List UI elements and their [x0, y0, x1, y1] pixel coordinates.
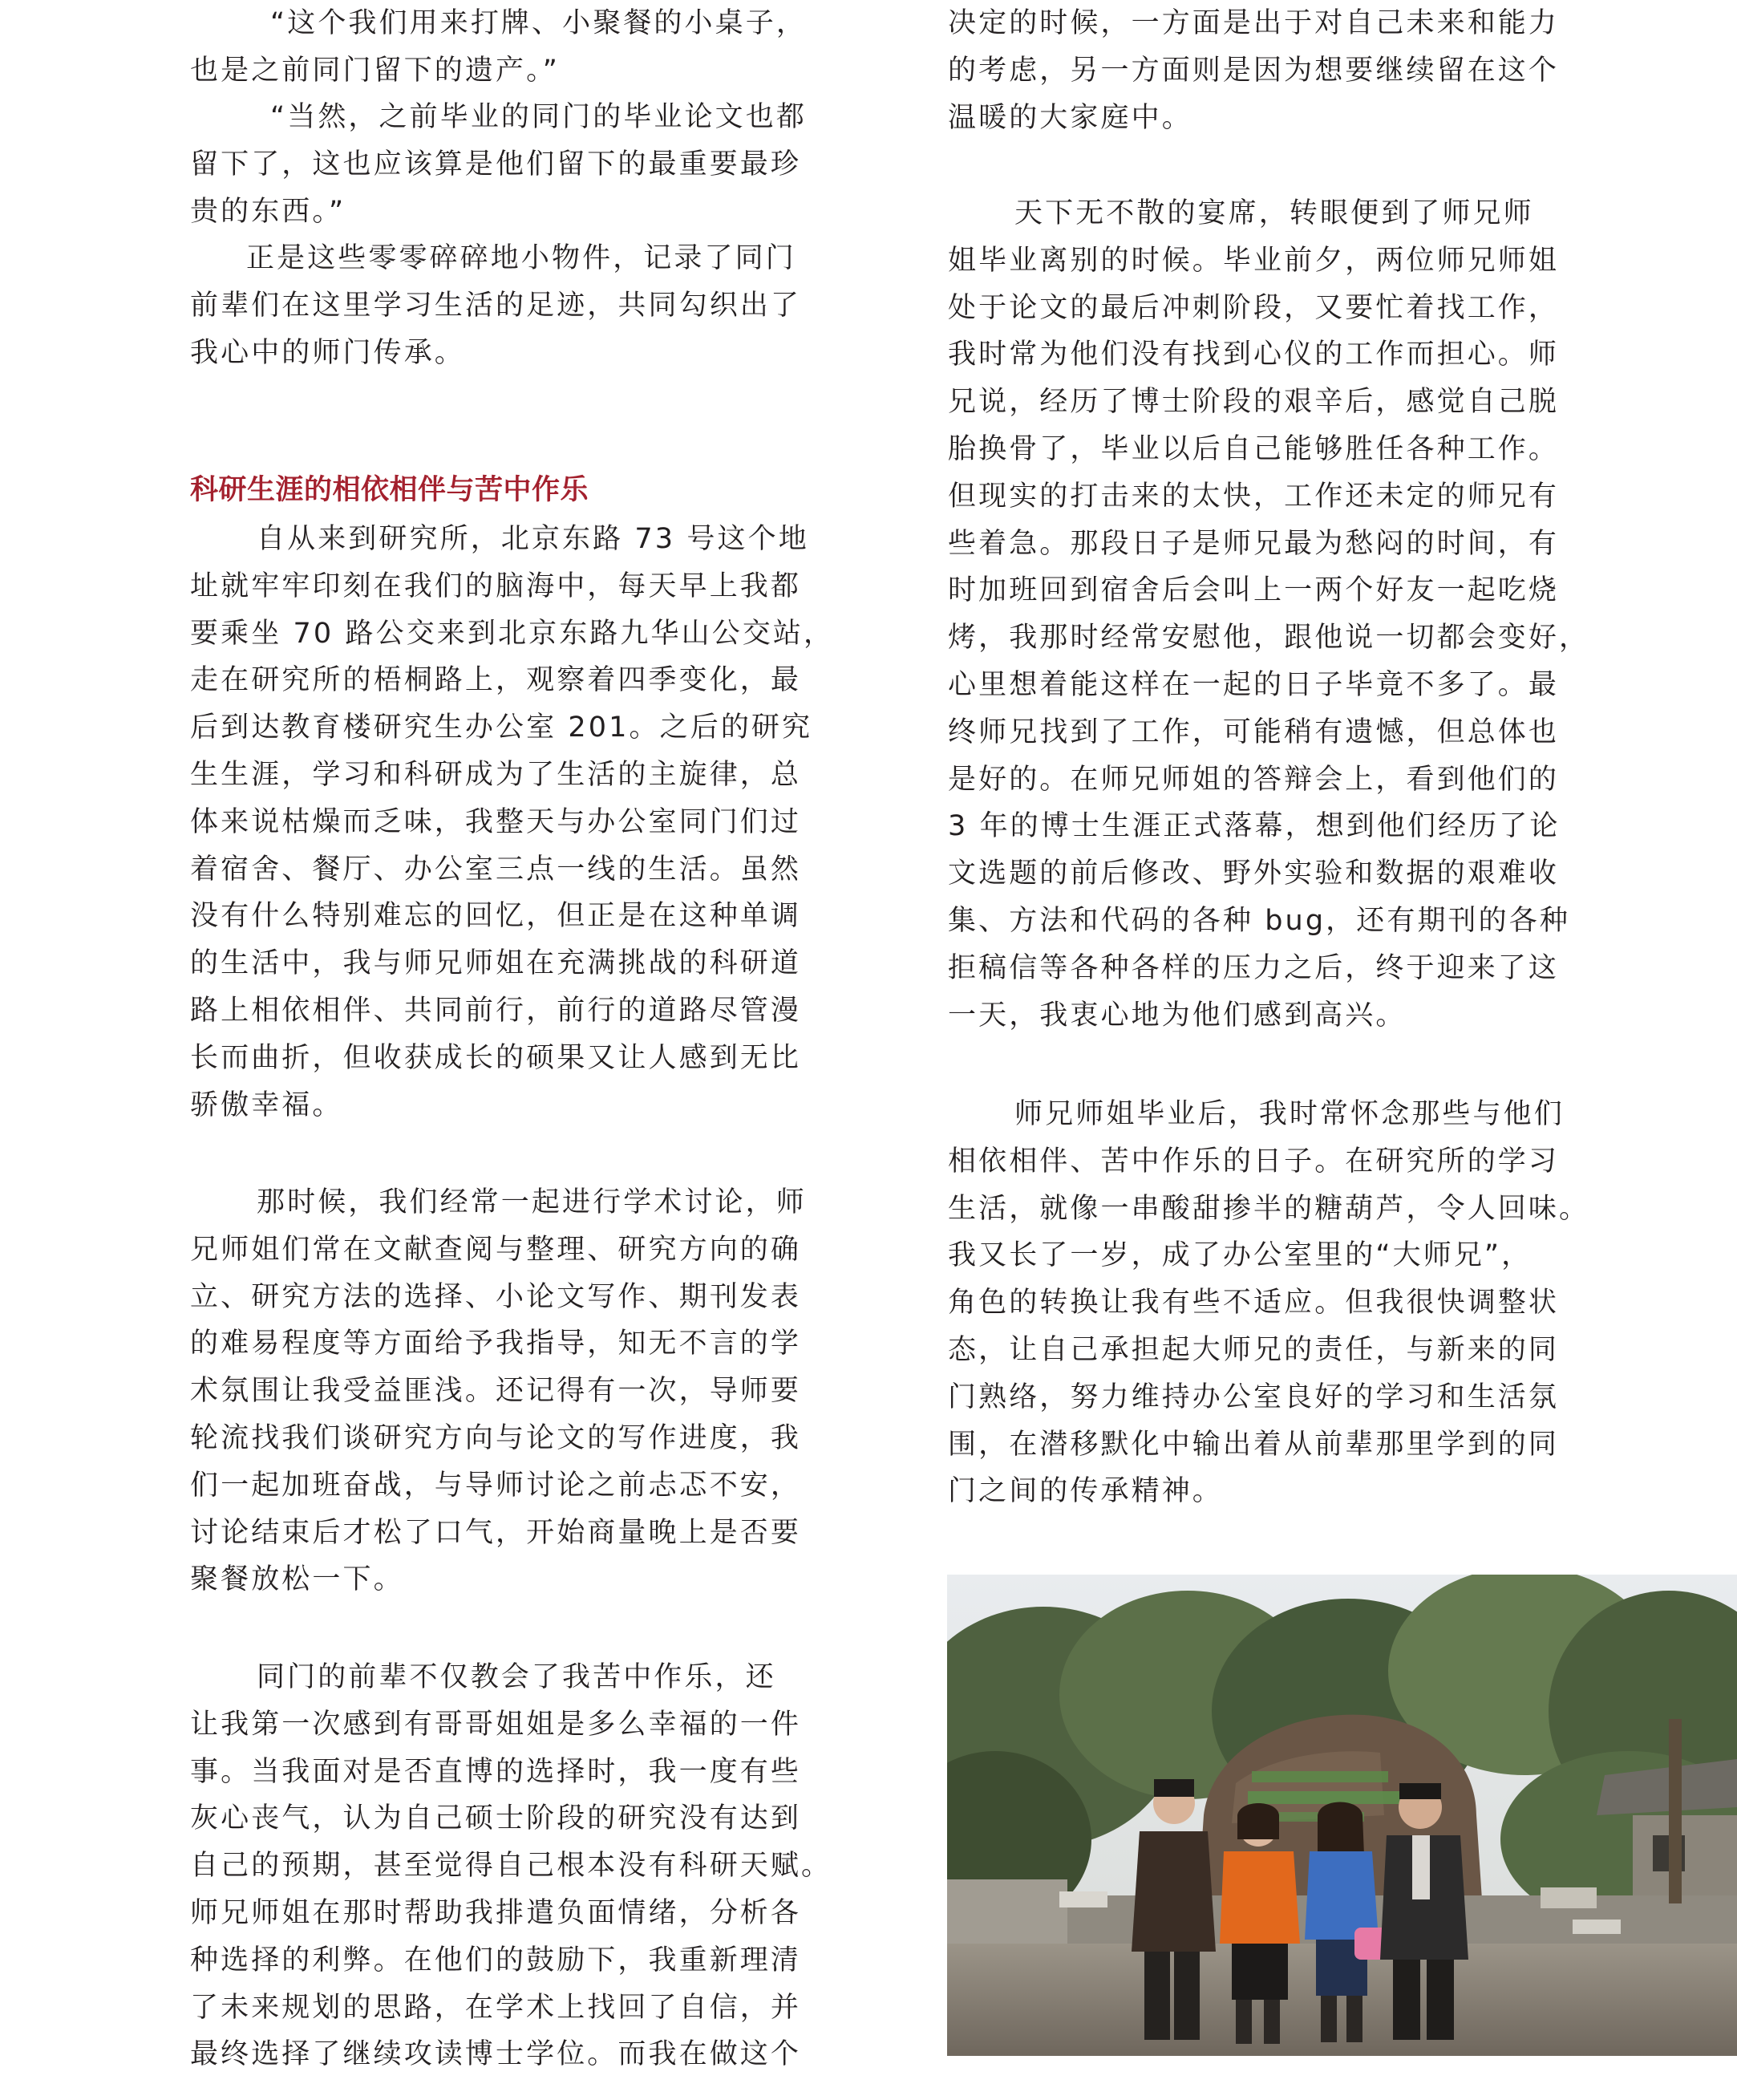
paragraph-after-graduation: 师兄师姐毕业后，我时常怀念那些与他们 相依相伴、苦中作乐的日子。在研究所的学习 生活，就像一串酸甜掺半的糖葫芦，令人回味。 我又长了一岁，成了办公室里的“大师兄”， 角色的转换让我有些不适应。但我很快调整状 态，让自己承担起大师兄的责任，与新来的同 门熟络，努力维持办公室良好的学习和生活氛 围，在潜移默化中输出着从前辈那里学到的同 门之间的传承精神。 — [948, 1098, 1590, 1508]
paragraph-heritage: 正是这些零零碎碎地小物件，记录了同门 前辈们在这里学习生活的足迹，共同勾织出了 我心中的师门传承。 — [190, 242, 802, 369]
paragraph-discussion: 那时候，我们经常一起进行学术讨论，师 兄师姐们常在文献查阅与整理、研究方向的确 立、研究方法的选择、小论文写作、期刊发表 的难易程度等方面给予我指导，知无不言的学 术氛围让我受益匪浅。还记得有一次，导师要 轮流找我们谈研究方向与论文的写作进度，我 们一起加班奋战，与导师讨论之前忐忑不安， 讨论结束后才松了口气，开始商量晚上是否要 聚餐放松一下。 — [190, 1186, 807, 1596]
section-heading: 科研生涯的相依相伴与苦中作乐 — [190, 474, 589, 506]
paragraph-phd-choice: 同门的前辈不仅教会了我苦中作乐，还 让我第一次感到有哥哥姐姐是多么幸福的一件 事。当我面对是否直博的选择时，我一度有些 灰心丧气，认为自己硕士阶段的研究没有达到 自己的预期，甚至觉得自己根本没有科研天赋。 师兄师姐在那时帮助我排遣负面情绪，分析各 种选择的利弊。在他们的鼓励下，我重新理清 了未来规划的思路，在学术上找回了自信，并 最终选择了继续攻读博士学位。而我在做这个 — [190, 1661, 832, 2071]
group-photo-park-rock-icon — [947, 1575, 1737, 2056]
paragraph-table-quote: “这个我们用来打牌、小聚餐的小桌子， 也是之前同门留下的遗产。” — [190, 7, 807, 87]
paragraph-thesis-quote: “当然，之前毕业的同门的毕业论文也都 留下了，这也应该算是他们留下的最重要最珍 贵的东西。” — [190, 101, 807, 228]
paragraph-address: 自从来到研究所，北京东路 73 号这个地 址就牢牢印刻在我们的脑海中，每天早上我都 要乘坐 70 路公交来到北京东路九华山公交站， 走在研究所的梧桐路上，观察着四季变化，最 后到达教育楼研究生办公室 201。之后的研究 生生涯，学习和科研成为了生活的主旋律，总 体来说枯燥而乏味，我整天与办公室同门们过 着宿舍、餐厅、办公室三点一线的生活。虽然 没有什么特别难忘的回忆，但正是在这种单调 的生活中，我与师兄师姐在充满挑战的科研道 路上相依相伴、共同前行，前行的道路尽管漫 长而曲折，但收获成长的硕果又让人感到无比 骄傲幸福。 — [190, 523, 835, 1121]
paragraph-graduation: 天下无不散的宴席，转眼便到了师兄师 姐毕业离别的时候。毕业前夕，两位师兄师姐 处于论文的最后冲刺阶段，又要忙着找工作， 我时常为他们没有找到心仪的工作而担心。师 兄说，经历了博士阶段的艰辛后，感觉自己脱 胎换骨了，毕业以后自己能够胜任各种工作。 但现实的打击来的太快，工作还未定的师兄有 些着急。那段日子是师兄最为愁闷的时间，有 时加班回到宿舍后会叫上一两个好友一起吃烧 烤，我那时经常安慰他，跟他说一切都会变好， 心里想着能这样在一起的日子毕竟不多了。最 终师兄找到了工作，可能稍有遗憾，但总体也 是好的。在师兄师姐的答辩会上，看到他们的 3 年的博士生涯正式落幕，想到他们经历了论 文选题的前后修改、野外实验和数据的艰难收 集、方法和代码的各种 bug，还有期刊的各种 拒稿信等各种各样的压力之后，终于迎来了这 一天，我衷心地为他们感到高兴。 — [948, 197, 1590, 1032]
group-photo — [947, 1575, 1737, 2056]
paragraph-decision: 决定的时候，一方面是出于对自己未来和能力 的考虑，另一方面则是因为想要继续留在这个 温暖的大家庭中。 — [948, 7, 1560, 134]
